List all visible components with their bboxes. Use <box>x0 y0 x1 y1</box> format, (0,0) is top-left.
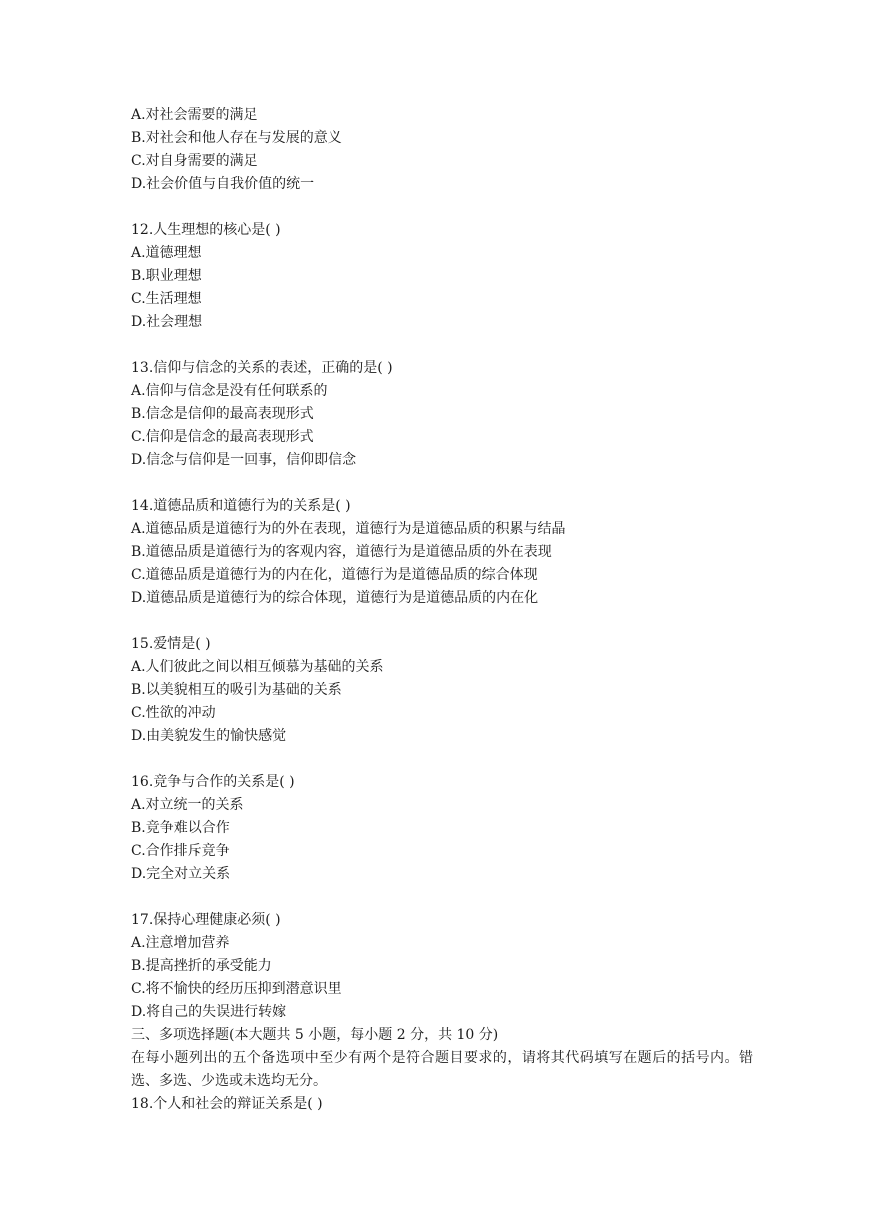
question-stem: 15.爱情是( ) <box>131 636 211 652</box>
option-b: B.职业理想 <box>131 268 202 284</box>
option-d: D.道德品质是道德行为的综合体现，道德行为是道德品质的内在化 <box>131 590 539 606</box>
option-b: B.竞争难以合作 <box>131 820 230 836</box>
section-heading: 三、多项选择题(本大题共 5 小题，每小题 2 分，共 10 分) <box>131 1027 499 1043</box>
option-d: D.社会理想 <box>131 314 203 330</box>
option-d: D.将自己的失误进行转嫁 <box>131 1004 287 1020</box>
option-b: B.提高挫折的承受能力 <box>131 958 272 974</box>
question-18-stem: 18.个人和社会的辩证关系是( ) <box>131 1096 323 1112</box>
option-d: D.由美貌发生的愉快感觉 <box>131 728 287 744</box>
question-12 <box>131 219 771 334</box>
option-a: A.对社会需要的满足 <box>131 107 258 123</box>
option-b: B.对社会和他人存在与发展的意义 <box>131 130 342 146</box>
question-17 <box>131 909 771 1024</box>
question-11-options <box>131 104 771 196</box>
option-b: B.信念是信仰的最高表现形式 <box>131 406 314 422</box>
section-instruction: 在每小题列出的五个备选项中至少有两个是符合题目要求的，请将其代码填写在题后的括号内。错选、多选、少选或未选均无分。 <box>131 1050 753 1089</box>
option-c: C.对自身需要的满足 <box>131 153 258 169</box>
question-15 <box>131 633 771 748</box>
question-stem: 17.保持心理健康必须( ) <box>131 912 281 928</box>
option-a: A.人们彼此之间以相互倾慕为基础的关系 <box>131 659 384 675</box>
option-a: A.道德理想 <box>131 245 202 261</box>
option-a: A.对立统一的关系 <box>131 797 244 813</box>
option-d: D.完全对立关系 <box>131 866 231 882</box>
option-c: C.信仰是信念的最高表现形式 <box>131 429 314 445</box>
question-stem: 12.人生理想的核心是( ) <box>131 222 281 238</box>
option-c: C.道德品质是道德行为的内在化，道德行为是道德品质的综合体现 <box>131 567 538 583</box>
exam-page <box>131 104 771 1116</box>
option-a: A.注意增加营养 <box>131 935 230 951</box>
option-b: B.道德品质是道德行为的客观内容，道德行为是道德品质的外在表现 <box>131 544 552 560</box>
option-a: A.道德品质是道德行为的外在表现，道德行为是道德品质的积累与结晶 <box>131 521 566 537</box>
question-14 <box>131 495 771 610</box>
option-b: B.以美貌相互的吸引为基础的关系 <box>131 682 342 698</box>
question-stem: 14.道德品质和道德行为的关系是( ) <box>131 498 351 514</box>
option-c: C.性欲的冲动 <box>131 705 216 721</box>
question-stem: 16.竞争与合作的关系是( ) <box>131 774 295 790</box>
option-d: D.社会价值与自我价值的统一 <box>131 176 315 192</box>
option-c: C.生活理想 <box>131 291 202 307</box>
option-a: A.信仰与信念是没有任何联系的 <box>131 383 328 399</box>
question-16 <box>131 771 771 886</box>
option-c: C.合作排斥竞争 <box>131 843 230 859</box>
option-d: D.信念与信仰是一回事，信仰即信念 <box>131 452 357 468</box>
option-c: C.将不愉快的经历压抑到潜意识里 <box>131 981 342 997</box>
question-13 <box>131 357 771 472</box>
question-stem: 13.信仰与信念的关系的表述，正确的是( ) <box>131 360 393 376</box>
